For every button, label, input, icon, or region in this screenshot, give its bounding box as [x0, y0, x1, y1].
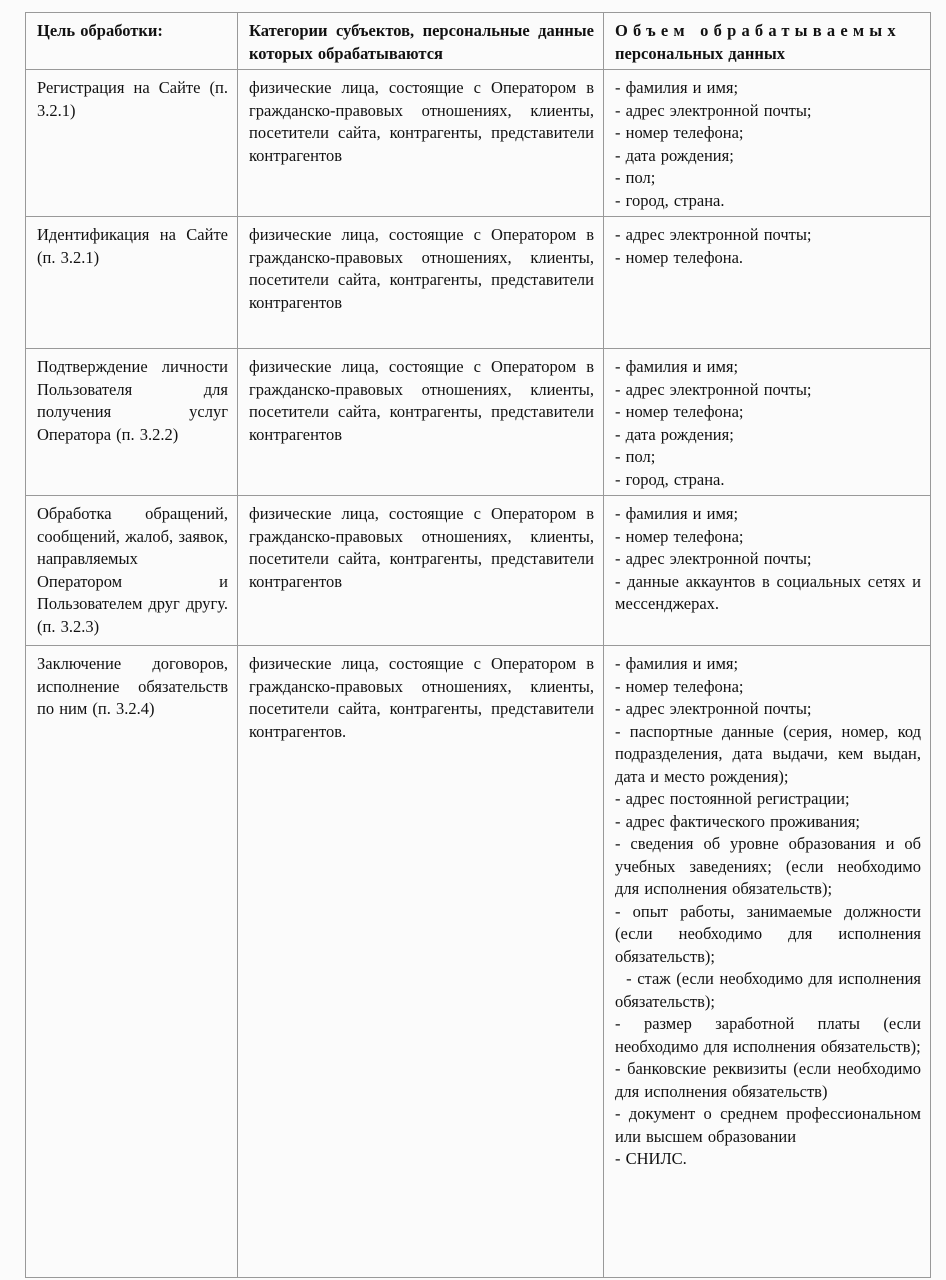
purpose-cell: Регистрация на Сайте (п. 3.2.1): [26, 70, 238, 217]
header-purpose: Цель обработки:: [26, 13, 238, 70]
list-item: - дата рождения;: [615, 145, 734, 165]
list-item: - пол;: [615, 447, 656, 466]
list-item: - фамилия и имя;: [615, 654, 739, 673]
list-item: - стаж (если необходимо для исполнения обязательств);: [615, 969, 921, 1011]
list-item: - паспортные данные (серия, номер, код подразделения, дата выдачи, кем выдан, дата и место рождения);: [615, 721, 921, 786]
list-item: - номер телефона.: [615, 247, 744, 267]
categories-cell: физические лица, состоящие с Оператором в гражданско-правовых отношениях, клиенты, посетители сайта, контрагенты, представители контрагентов: [238, 349, 604, 496]
list-item: - номер телефона;: [615, 123, 744, 142]
categories-cell: физические лица, состоящие с Оператором в гражданско-правовых отношениях, клиенты, посетители сайта, контрагенты, представители контрагентов: [238, 70, 604, 217]
categories-cell: физические лица, состоящие с Оператором в гражданско-правовых отношениях, клиенты, посетители сайта, контрагенты, представители контрагентов.: [238, 646, 604, 1278]
list-item: - адрес постоянной регистрации;: [615, 789, 850, 808]
purpose-cell: Обработка обращений, сообщений, жалоб, заявок, направляемых Оператором и Пользователем друг другу. (п. 3.2.3): [26, 496, 238, 646]
categories-cell: физические лица, состоящие с Оператором в гражданско-правовых отношениях, клиенты, посетители сайта, контрагенты, представители контрагентов: [238, 496, 604, 646]
volume-cell: [604, 70, 931, 217]
table-row-identification: [26, 217, 931, 349]
volume-cell: [604, 646, 931, 1278]
table-row-identity-confirmation: [26, 349, 931, 496]
header-volume: [604, 13, 931, 70]
list-item: - адрес электронной почты;: [615, 225, 812, 244]
list-item: - город, страна.: [615, 469, 725, 489]
list-item: - номер телефона;: [615, 402, 744, 421]
list-item: - адрес электронной почты;: [615, 549, 812, 568]
list-item: - город, страна.: [615, 190, 725, 210]
list-item: - адрес электронной почты;: [615, 379, 812, 399]
list-item: - размер заработной платы (если необходимо для исполнения обязательств);: [615, 1014, 921, 1056]
list-item: - фамилия и имя;: [615, 357, 739, 376]
table-header-row: [26, 13, 931, 70]
purpose-cell: Подтверждение личности Пользователя для получения услуг Оператора (п. 3.2.2): [26, 349, 238, 496]
list-item: - адрес электронной почты;: [615, 100, 812, 120]
list-item: - номер телефона;: [615, 676, 744, 696]
table-row-contracts: [26, 646, 931, 1278]
list-item: - банковские реквизиты (если необходимо для исполнения обязательств): [615, 1059, 921, 1101]
list-item: - номер телефона;: [615, 526, 744, 546]
list-item: - адрес электронной почты;: [615, 699, 812, 718]
table-row-requests-processing: [26, 496, 931, 646]
volume-cell: [604, 217, 931, 349]
personal-data-processing-table: [25, 12, 931, 1278]
list-item: - пол;: [615, 168, 656, 187]
list-item: - фамилия и имя;: [615, 78, 739, 97]
list-item: - данные аккаунтов в социальных сетях и мессенджерах.: [615, 571, 921, 613]
categories-cell: физические лица, состоящие с Оператором в гражданско-правовых отношениях, клиенты, посетители сайта, контрагенты, представители контрагентов: [238, 217, 604, 349]
purpose-cell: Заключение договоров, исполнение обязательств по ним (п. 3.2.4): [26, 646, 238, 1278]
list-item: персональных данных: [615, 43, 785, 63]
list-item: - адрес фактического проживания;: [615, 811, 861, 831]
purpose-cell: Идентификация на Сайте (п. 3.2.1): [26, 217, 238, 349]
list-item: - опыт работы, занимаемые должности (если необходимо для исполнения обязательств);: [615, 901, 921, 966]
list-item: - сведения об уровне образования и об учебных заведениях; (если необходимо для исполнения обязательств);: [615, 834, 921, 898]
list-item: - СНИЛС.: [615, 1149, 687, 1168]
list-item: - фамилия и имя;: [615, 504, 739, 523]
header-categories: Категории субъектов, персональные данные которых обрабатываются: [238, 13, 604, 70]
table-row-registration: [26, 70, 931, 217]
list-item: - документ о среднем профессиональном или высшем образовании: [615, 1104, 921, 1146]
volume-cell: [604, 496, 931, 646]
list-item: - дата рождения;: [615, 424, 734, 444]
list-item: Объем обрабатываемых: [615, 21, 901, 40]
volume-cell: [604, 349, 931, 496]
